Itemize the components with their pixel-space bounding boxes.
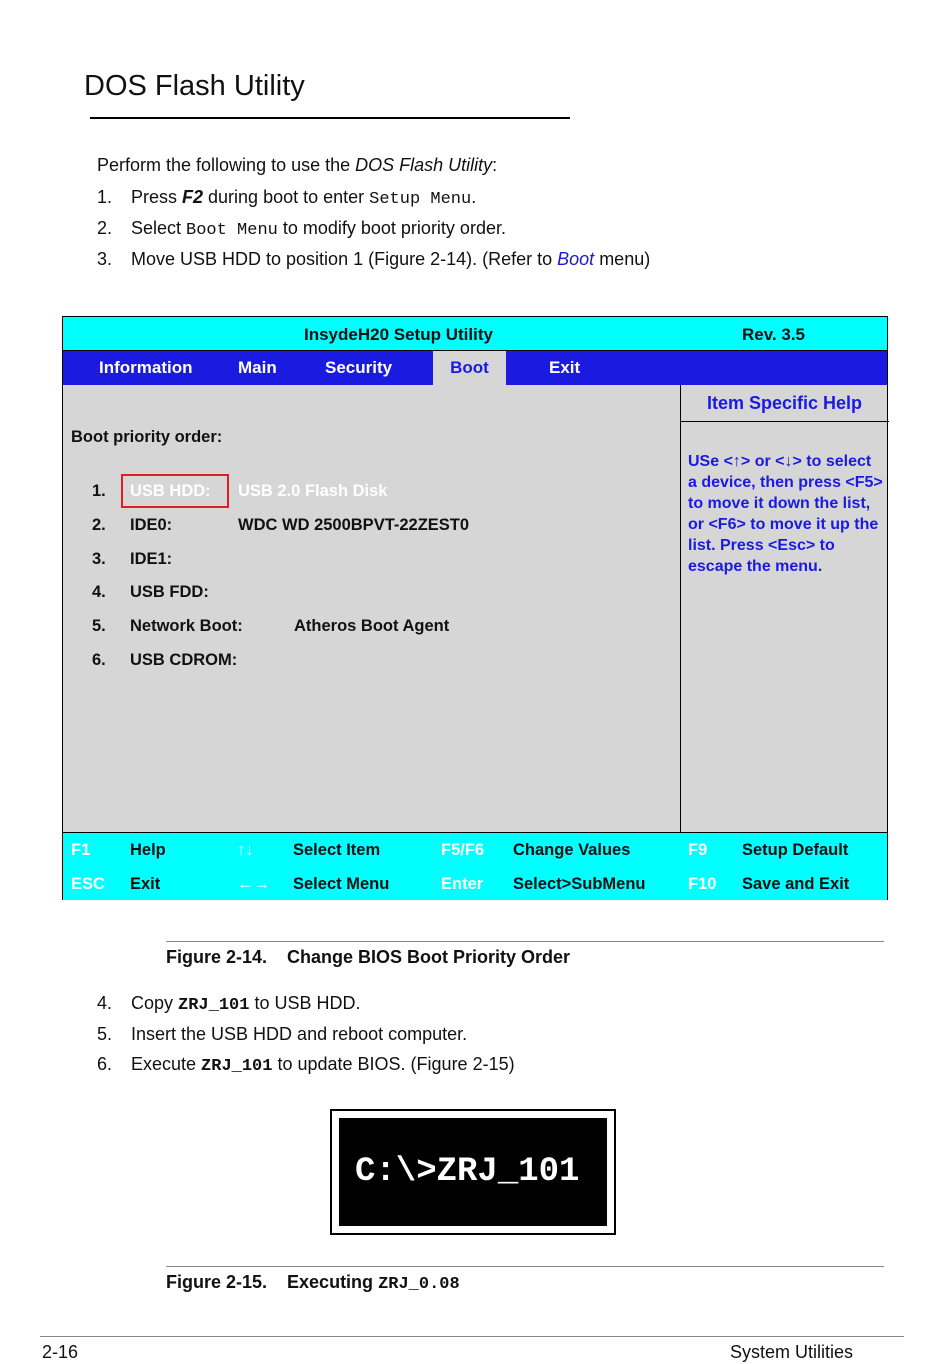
key-label: Select>SubMenu bbox=[513, 875, 646, 893]
step-number: 3. bbox=[97, 249, 113, 269]
key-label: Change Values bbox=[513, 841, 631, 859]
help-title: Item Specific Help bbox=[706, 393, 863, 413]
step-5 bbox=[97, 1023, 797, 1045]
key-label: Setup Default bbox=[742, 841, 849, 859]
page-title: DOS Flash Utility bbox=[84, 70, 305, 102]
intro-emphasis: DOS Flash Utility bbox=[355, 155, 493, 175]
key-esc: ESC bbox=[71, 875, 105, 893]
step-text: Copy bbox=[131, 993, 179, 1013]
figure-label: Figure 2-14. bbox=[166, 947, 268, 967]
step-6 bbox=[97, 1053, 797, 1075]
arrow-up-down-icon: ↑↓ bbox=[237, 841, 254, 859]
key-enter: Enter bbox=[441, 875, 484, 893]
step-number: 4. bbox=[97, 993, 113, 1013]
zrj-101-code: ZRJ_101 bbox=[201, 1057, 273, 1076]
key-label: Save and Exit bbox=[742, 875, 850, 893]
page-number: 2-16 bbox=[42, 1342, 79, 1362]
boot-item-number: 4. bbox=[92, 583, 106, 601]
footer-rule bbox=[40, 1336, 904, 1337]
intro-prefix: Perform the following to use the bbox=[97, 155, 356, 175]
step-text: Press bbox=[131, 187, 183, 207]
step-number: 1. bbox=[97, 187, 113, 207]
boot-item-value: USB 2.0 Flash Disk bbox=[238, 482, 388, 500]
menu-main[interactable]: Main bbox=[238, 358, 277, 377]
boot-item-value: WDC WD 2500BPVT-22ZEST0 bbox=[238, 516, 470, 534]
key-f1: F1 bbox=[71, 841, 91, 859]
step-number: 5. bbox=[97, 1024, 113, 1044]
step-text: Insert the USB HDD and reboot computer. bbox=[131, 1024, 468, 1044]
dos-prompt-frame bbox=[330, 1109, 616, 1235]
step-text: to modify boot priority order. bbox=[277, 218, 506, 238]
step-text: Execute bbox=[131, 1054, 202, 1074]
key-f10: F10 bbox=[688, 875, 717, 893]
key-f2: F2 bbox=[182, 187, 204, 207]
step-3 bbox=[97, 248, 797, 270]
key-label: Help bbox=[130, 841, 166, 859]
step-text: Move USB HDD to position 1 (Figure 2-14). (Refer to bbox=[131, 249, 558, 269]
intro-text bbox=[97, 154, 497, 176]
title-underline bbox=[90, 117, 570, 119]
bios-title-bar bbox=[63, 317, 887, 351]
key-label: Select Item bbox=[293, 841, 381, 859]
caption-rule bbox=[166, 941, 884, 942]
key-f5-f6: F5/F6 bbox=[441, 841, 485, 859]
menu-boot[interactable]: Boot bbox=[433, 351, 506, 385]
bios-key-legend bbox=[63, 832, 887, 900]
figure-label: Figure 2-15. bbox=[166, 1272, 268, 1292]
boot-item-usb-cdrom[interactable]: USB CDROM: bbox=[130, 651, 238, 669]
boot-item-number: 2. bbox=[92, 516, 106, 534]
boot-item-number: 3. bbox=[92, 550, 106, 568]
boot-item-usb-fdd[interactable]: USB FDD: bbox=[130, 583, 209, 601]
step-text: to update BIOS. (Figure 2-15) bbox=[272, 1054, 515, 1074]
intro-suffix: : bbox=[492, 155, 498, 175]
step-number: 2. bbox=[97, 218, 113, 238]
boot-menu-link[interactable]: Boot bbox=[557, 249, 595, 269]
boot-heading: Boot priority order: bbox=[71, 428, 223, 446]
figure-caption bbox=[166, 1272, 460, 1294]
boot-item-number: 5. bbox=[92, 617, 106, 635]
figure-caption bbox=[166, 947, 570, 968]
boot-menu-code: Boot Menu bbox=[186, 221, 278, 240]
arrow-left-right-icon: ←→ bbox=[237, 875, 270, 893]
help-divider bbox=[680, 421, 889, 422]
caption-rule bbox=[166, 1266, 884, 1267]
key-label: Select Menu bbox=[293, 875, 390, 893]
setup-menu-code: Setup Menu bbox=[369, 190, 472, 209]
bios-menu-bar bbox=[63, 351, 887, 385]
menu-security[interactable]: Security bbox=[325, 358, 393, 377]
menu-information[interactable]: Information bbox=[99, 358, 193, 377]
key-f9: F9 bbox=[688, 841, 708, 859]
boot-item-ide0[interactable]: IDE0: bbox=[130, 516, 173, 534]
bios-title: InsydeH20 Setup Utility bbox=[304, 325, 493, 344]
step-text: . bbox=[471, 187, 477, 207]
step-text: Select bbox=[131, 218, 187, 238]
step-text: to USB HDD. bbox=[249, 993, 361, 1013]
figure-title: Change BIOS Boot Priority Order bbox=[287, 947, 571, 967]
figure-title: Executing bbox=[287, 1272, 379, 1292]
step-text: menu) bbox=[594, 249, 651, 269]
bios-revision: Rev. 3.5 bbox=[742, 325, 806, 344]
step-4 bbox=[97, 992, 797, 1014]
bios-body bbox=[63, 385, 887, 832]
zrj-101-code: ZRJ_101 bbox=[178, 996, 250, 1015]
section-name: System Utilities bbox=[730, 1342, 854, 1362]
boot-item-ide1[interactable]: IDE1: bbox=[130, 550, 173, 568]
boot-item-value: Atheros Boot Agent bbox=[294, 617, 450, 635]
boot-item-usb-hdd[interactable]: USB HDD: bbox=[130, 482, 211, 500]
panel-divider bbox=[680, 385, 681, 832]
key-label: Exit bbox=[130, 875, 161, 893]
bios-setup-screen bbox=[62, 316, 888, 900]
figure-code: ZRJ_0.08 bbox=[378, 1275, 460, 1294]
step-text: during boot to enter bbox=[203, 187, 370, 207]
menu-exit[interactable]: Exit bbox=[549, 358, 581, 377]
step-number: 6. bbox=[97, 1054, 113, 1074]
boot-item-network-boot[interactable]: Network Boot: bbox=[130, 617, 243, 635]
boot-item-number: 1. bbox=[92, 482, 106, 500]
step-1 bbox=[97, 186, 797, 208]
boot-item-number: 6. bbox=[92, 651, 106, 669]
step-2 bbox=[97, 217, 797, 239]
dos-prompt: C:\>ZRJ_101 bbox=[339, 1118, 607, 1226]
help-text: USe <↑> or <↓> to select a device, then press <F5> to move it down the list, or <F6> to move it up the list. Press <Esc> to escape the menu. bbox=[688, 453, 883, 575]
